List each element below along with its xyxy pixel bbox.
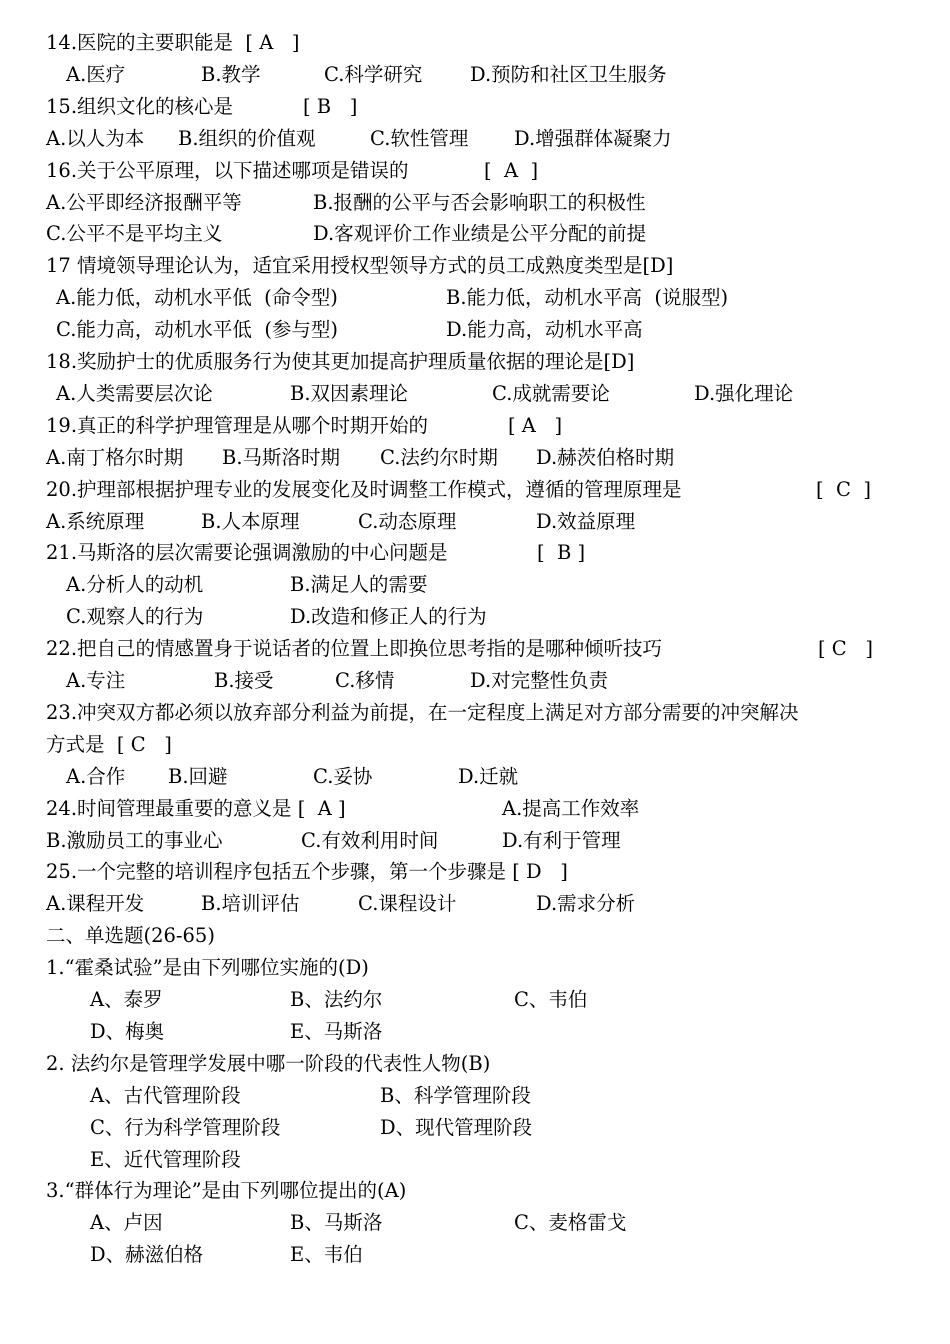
text-segment: B.报酬的公平与否会影响职工的积极性 (313, 190, 646, 214)
text-segment: B.满足人的需要 (290, 573, 428, 597)
text-segment: C.移情 (335, 669, 395, 692)
text-segment: D.改造和修正人的行为 (290, 605, 487, 629)
text-segment: D、现代管理阶段 (380, 1115, 533, 1139)
text-segment: A.人类需要层次论 (56, 381, 213, 405)
text-segment: E、马斯洛 (290, 1019, 383, 1043)
text-segment: C、麦格雷戈 (514, 1211, 627, 1235)
text-segment: C.软性管理 (370, 126, 469, 150)
text-segment: A.能力低，动机水平低 (命令型) (56, 286, 338, 310)
text-segment: D.有利于管理 (502, 828, 621, 852)
text-segment: D.增强群体凝聚力 (514, 126, 672, 150)
text-segment: 19.真正的科学护理管理是从哪个时期开始的 (46, 413, 429, 437)
text-segment: C.观察人的行为 (66, 605, 204, 629)
text-segment: C、行为科学管理阶段 (90, 1115, 281, 1139)
text-segment: C.科学研究 (324, 62, 423, 86)
text-segment: C.课程设计 (358, 892, 457, 916)
text-segment: D.对完整性负责 (470, 669, 609, 692)
text-segment: A、古代管理阶段 (90, 1083, 241, 1107)
text-segment: C、韦伯 (514, 988, 588, 1011)
text-segment: C.法约尔时期 (380, 445, 498, 469)
text-segment: E、近代管理阶段 (90, 1147, 241, 1171)
text-segment: 24.时间管理最重要的意义是 [ A ] (46, 796, 346, 820)
text-segment: [ B ] (537, 541, 586, 565)
text-segment: C.动态原理 (358, 509, 457, 533)
text-segment: 18.奖励护士的优质服务行为使其更加提高护理质量依据的理论是[D] (46, 350, 635, 373)
text-segment: [ A ] (508, 413, 563, 437)
text-segment: D.需求分析 (536, 892, 636, 916)
text-segment: A.系统原理 (46, 509, 145, 533)
text-segment: B.马斯洛时期 (222, 445, 341, 469)
text-segment: B、科学管理阶段 (380, 1083, 531, 1107)
text-segment: B.回避 (168, 764, 228, 788)
text-segment: A.专注 (66, 669, 126, 692)
text-segment: 25.一个完整的培训程序包括五个步骤，第一个步骤是 [ D ] (46, 860, 568, 884)
text-segment: B、法约尔 (290, 988, 383, 1011)
text-segment: 1.“霍桑试验”是由下列哪位实施的(D) (46, 956, 369, 980)
text-segment: A.课程开发 (46, 892, 145, 916)
text-segment: B.接受 (214, 669, 274, 692)
text-segment: D.迁就 (458, 764, 519, 788)
text-segment: D.赫茨伯格时期 (536, 445, 675, 469)
text-segment: [ B ] (303, 94, 358, 118)
text-segment: A.提高工作效率 (502, 796, 640, 820)
text-segment: D.能力高，动机水平高 (446, 318, 643, 342)
text-segment: A、卢因 (90, 1211, 163, 1235)
text-segment: B.双因素理论 (290, 381, 409, 405)
text-segment: C.能力高，动机水平低 (参与型) (56, 318, 339, 342)
text-segment: A.以人为本 (46, 126, 145, 150)
text-segment: 22.把自己的情感置身于说话者的位置上即换位思考指的是哪种倾听技巧 (46, 637, 663, 661)
text-segment: D.强化理论 (694, 381, 794, 405)
text-segment: A.分析人的动机 (66, 573, 204, 597)
text-segment: 3.“群体行为理论”是由下列哪位提出的(A) (46, 1179, 407, 1203)
text-segment: 方式是 [ C ] (46, 732, 172, 756)
text-segment: 16.关于公平原理，以下描述哪项是错误的 (46, 158, 409, 182)
text-segment: C.公平不是平均主义 (46, 222, 223, 246)
text-segment: 23.冲突双方都必须以放弃部分利益为前提，在一定程度上满足对方部分需要的冲突解决 (46, 700, 799, 724)
text-segment: [ C ] (818, 637, 873, 661)
text-segment: E、韦伯 (290, 1243, 363, 1267)
text-segment: 二、单选题(26-65) (46, 924, 215, 948)
text-segment: 14.医院的主要职能是 [ A ] (46, 31, 300, 54)
text-segment: A.南丁格尔时期 (46, 445, 184, 469)
text-segment: 17 情境领导理论认为，适宜采用授权型领导方式的员工成熟度类型是[D] (46, 254, 674, 278)
text-segment: 2. 法约尔是管理学发展中哪一阶段的代表性人物(B) (46, 1051, 491, 1075)
text-segment: D.预防和社区卫生服务 (470, 62, 667, 86)
text-segment: B.教学 (201, 62, 261, 86)
text-segment: D.效益原理 (536, 509, 636, 533)
text-segment: A.公平即经济报酬平等 (46, 190, 242, 214)
text-segment: B.能力低，动机水平高 (说服型) (446, 286, 729, 310)
text-segment: [ A ] (484, 158, 539, 182)
text-segment: D.客观评价工作业绩是公平分配的前提 (313, 222, 647, 246)
text-segment: A.合作 (66, 764, 126, 788)
text-segment: D、赫滋伯格 (90, 1243, 204, 1267)
text-segment: C.妥协 (313, 764, 373, 788)
text-segment: B.培训评估 (201, 892, 300, 916)
text-segment: C.有效利用时间 (301, 828, 439, 852)
text-segment: 15.组织文化的核心是 (46, 94, 234, 118)
text-segment: B、马斯洛 (290, 1211, 383, 1235)
text-segment: 20.护理部根据护理专业的发展变化及时调整工作模式，遵循的管理原理是 (46, 477, 682, 501)
text-segment: 21.马斯洛的层次需要论强调激励的中心问题是 (46, 541, 448, 565)
text-segment: B.组织的价值观 (178, 126, 316, 150)
text-segment: B.人本原理 (201, 509, 300, 533)
text-segment: A.医疗 (66, 62, 126, 86)
text-segment: B.激励员工的事业心 (46, 828, 223, 852)
text-segment: C.成就需要论 (492, 381, 610, 405)
text-segment: A、泰罗 (90, 988, 163, 1011)
text-segment: [ C ] (816, 477, 871, 501)
text-segment: D、梅奥 (90, 1019, 165, 1043)
